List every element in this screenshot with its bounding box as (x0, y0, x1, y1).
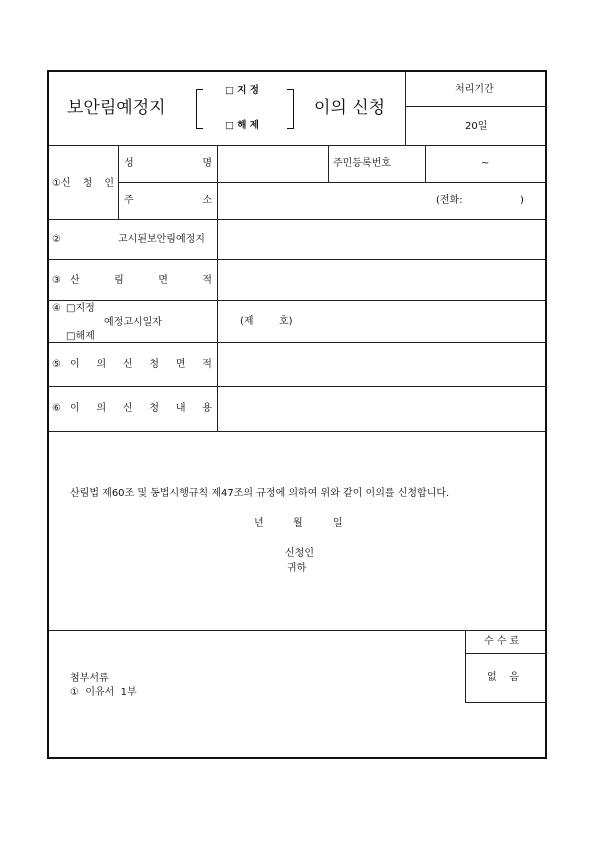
resident-number-label: 주민등록번호 (333, 158, 391, 169)
divider (465, 653, 545, 654)
divider (405, 106, 545, 107)
row-number: ⑥ (52, 403, 61, 414)
label-char: 이 (70, 403, 80, 414)
checkbox-designate-small[interactable]: □지정 (66, 303, 95, 314)
divider (49, 386, 545, 387)
row-number: ④ (52, 303, 61, 314)
label-char: 적 (202, 275, 212, 286)
divider (49, 342, 545, 343)
label-char: 신 (122, 403, 133, 414)
divider (49, 630, 545, 631)
attachment-item: ① 이유서 1부 (70, 687, 137, 698)
announcement-date-label: 예정고시일자 (104, 317, 162, 328)
left-bracket (196, 89, 203, 129)
forest-area-label (70, 276, 212, 286)
divider (217, 145, 218, 431)
divider (118, 182, 545, 183)
date-year-label: 년 (254, 518, 264, 529)
label-char: 명 (202, 158, 212, 169)
date-month-label: 월 (293, 518, 303, 529)
attachments-title: 첨부서류 (70, 673, 109, 684)
address-input[interactable] (219, 184, 544, 218)
row-number: ⑤ (52, 359, 61, 370)
label-char: 청 (82, 178, 93, 189)
right-bracket (287, 89, 294, 129)
divider (49, 431, 545, 432)
label-char: 면 (175, 359, 186, 370)
address-label (124, 196, 212, 206)
row-number: ② (52, 234, 61, 245)
label-char: ①신 (52, 178, 71, 189)
legal-statement: 산림법 제60조 및 동법시행규칙 제47조의 규정에 의하여 위와 같이 이의를 신청합니다. (70, 488, 450, 499)
applicant-signature-label: 신청인 (285, 548, 314, 559)
objection-area-input[interactable] (219, 344, 544, 384)
checkbox-release[interactable]: □ 해 제 (225, 120, 259, 131)
label-char: 림 (114, 275, 124, 286)
form-title-suffix: 이의 신청 (314, 98, 386, 118)
divider (49, 300, 545, 301)
label-char: 청 (149, 359, 160, 370)
label-char: 청 (149, 403, 160, 414)
date-day-label: 일 (333, 518, 343, 529)
label-char: 용 (202, 403, 212, 414)
fee-value: 없 음 (487, 672, 520, 683)
label-char: 소 (202, 195, 212, 206)
label-char: 인 (104, 178, 114, 189)
label-char: 이 (70, 359, 80, 370)
form-title: 보안림예정지 (67, 98, 166, 118)
processing-period-value: 20일 (465, 121, 488, 132)
objection-content-label (70, 404, 212, 414)
label-char: 성 (124, 158, 134, 169)
label-char: 의 (96, 403, 107, 414)
label-char: 산 (70, 275, 80, 286)
recipient-label: 귀하 (287, 563, 307, 574)
divider (49, 259, 545, 260)
label-char: 신 (122, 359, 133, 370)
applicant-section-label (52, 179, 114, 189)
objection-content-input[interactable] (219, 388, 544, 429)
divider (465, 630, 466, 702)
processing-period-label: 처리기간 (455, 84, 494, 95)
label-char: 내 (175, 403, 186, 414)
checkbox-designate[interactable]: □ 지 정 (225, 85, 259, 96)
divider (49, 219, 545, 220)
row-number: ③ (52, 275, 61, 286)
resident-number-separator: ~ (481, 158, 490, 169)
label-char: 의 (96, 359, 107, 370)
fee-label: 수 수 료 (484, 636, 520, 647)
announced-forest-input[interactable] (219, 221, 544, 257)
phone-open: (전화: (436, 195, 463, 206)
forest-area-input[interactable] (219, 261, 544, 298)
announcement-number: (제 호) (240, 316, 293, 327)
divider (465, 702, 545, 703)
name-label (124, 159, 212, 169)
objection-area-label (70, 360, 212, 370)
checkbox-release-small[interactable]: □해제 (66, 331, 95, 342)
divider (49, 145, 545, 146)
name-input[interactable] (219, 147, 327, 181)
divider (405, 72, 406, 145)
phone-close: ) (520, 195, 524, 206)
divider (425, 145, 426, 182)
label-char: 적 (202, 359, 212, 370)
announcement-date-input[interactable] (219, 302, 544, 340)
announced-forest-label: 고시된보안림예정지 (118, 234, 205, 245)
divider (328, 145, 329, 182)
label-char: 주 (124, 195, 134, 206)
label-char: 면 (158, 275, 168, 286)
